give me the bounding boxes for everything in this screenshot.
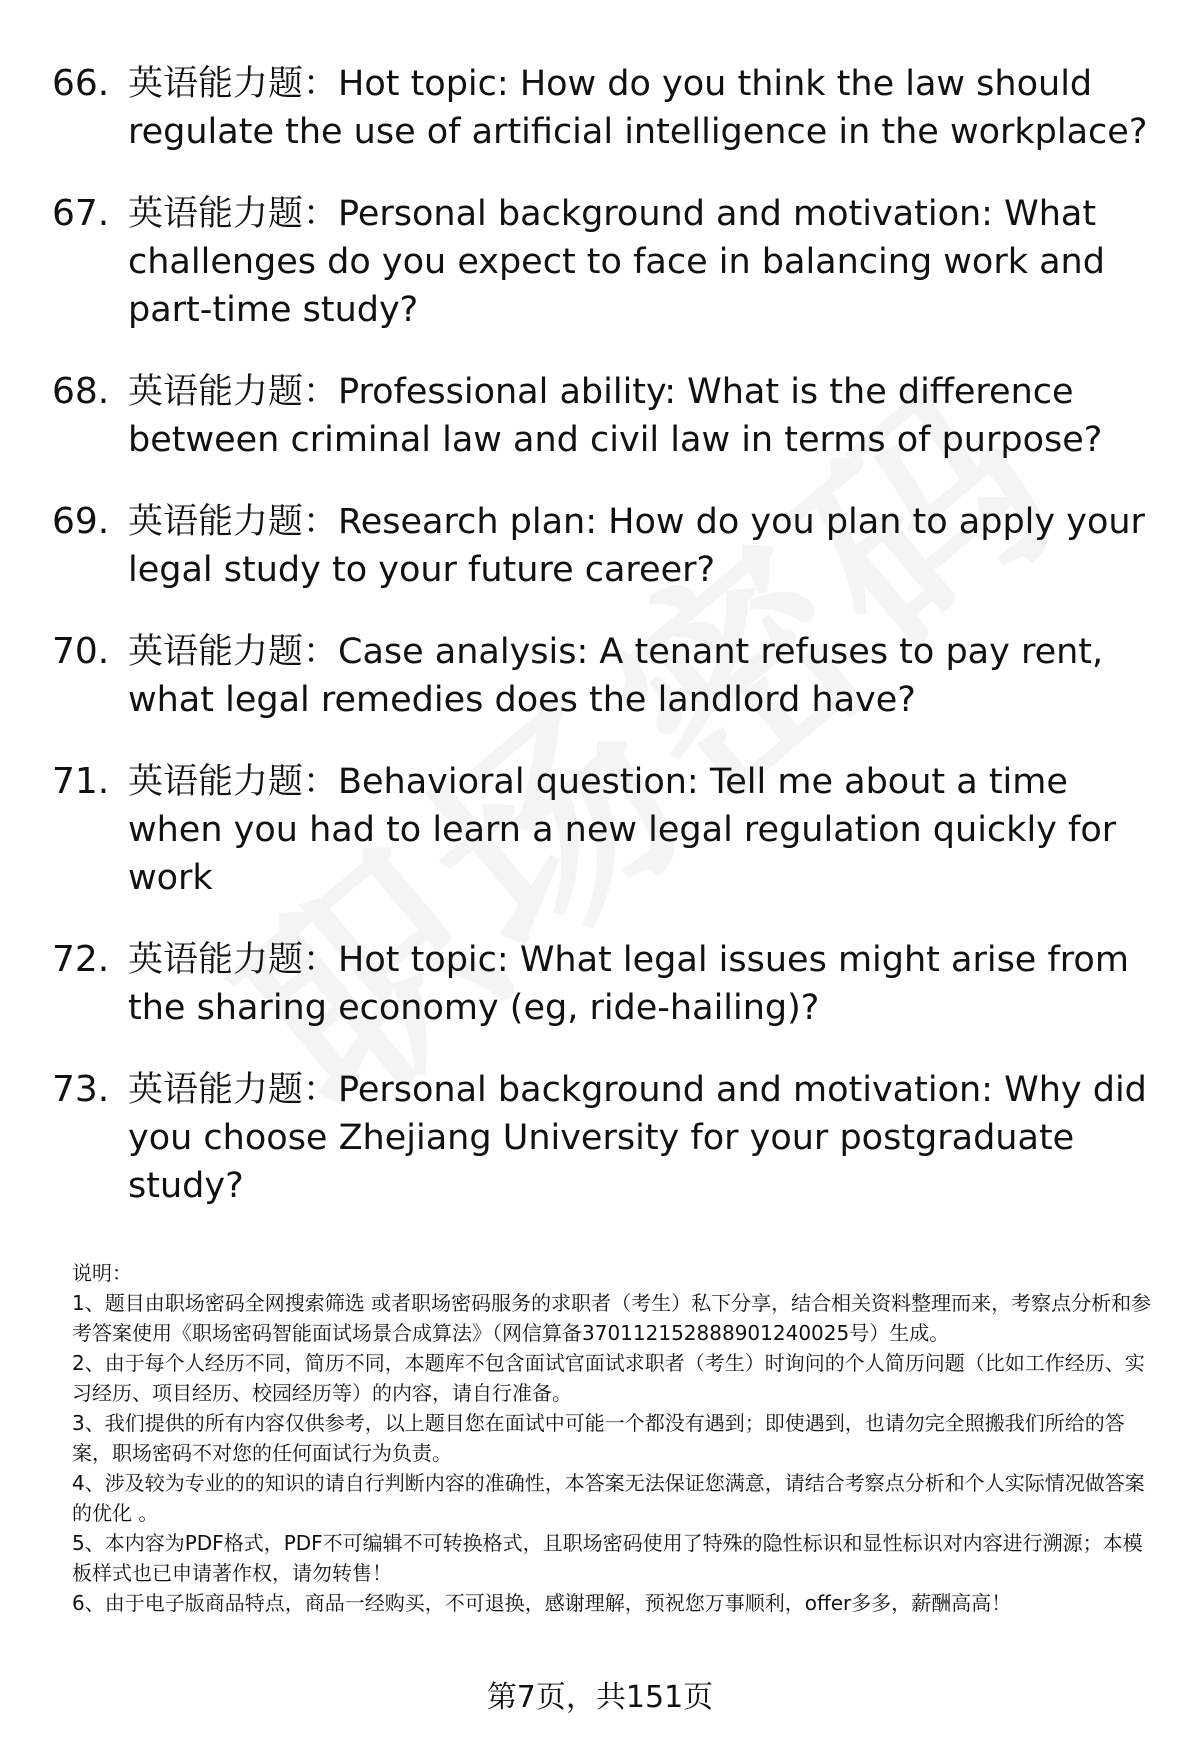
- question-text: 英语能力题：Personal background and motivation: What challenges do you expect to face in balancing work and part-time study?: [128, 194, 1105, 330]
- question-item: [52, 628, 1162, 724]
- question-item: [52, 60, 1162, 156]
- question-item: [52, 498, 1162, 594]
- question-number: 70.: [52, 631, 110, 672]
- question-number: 71.: [52, 761, 110, 802]
- question-list: [52, 60, 1162, 1244]
- question-text: 英语能力题：Case analysis: A tenant refuses to pay rent, what legal remedies does the landlord have?: [128, 632, 1104, 720]
- notes-title: 说明：: [72, 1261, 132, 1285]
- question-item: [52, 1066, 1162, 1210]
- question-text: 英语能力题：Research plan: How do you plan to apply your legal study to your future career?: [128, 502, 1145, 590]
- question-number: 67.: [52, 193, 110, 234]
- note-item: 3、我们提供的所有内容仅供参考，以上题目您在面试中可能一个都没有遇到；即使遇到，也请勿完全照搬我们所给的答案，职场密码不对您的任何面试行为负责。: [72, 1411, 1125, 1465]
- question-item: [52, 190, 1162, 334]
- question-text: 英语能力题：Hot topic: How do you think the law should regulate the use of artificial intelligence in the workplace?: [128, 64, 1148, 152]
- question-text: 英语能力题：Personal background and motivation: Why did you choose Zhejiang University for your postgraduate study?: [128, 1070, 1147, 1206]
- question-number: 69.: [52, 501, 110, 542]
- notes-section: [72, 1258, 1162, 1618]
- question-number: 68.: [52, 371, 110, 412]
- question-item: [52, 758, 1162, 902]
- question-number: 72.: [52, 939, 110, 980]
- question-text: 英语能力题：Hot topic: What legal issues might arise from the sharing economy (eg, ride-hailing)?: [128, 940, 1129, 1028]
- question-number: 73.: [52, 1069, 110, 1110]
- question-text: 英语能力题：Professional ability: What is the difference between criminal law and civil law in terms of purpose?: [128, 372, 1103, 460]
- page-number: 第7页，共151页: [486, 1680, 714, 1715]
- note-item: 2、由于每个人经历不同，简历不同，本题库不包含面试官面试求职者（考生）时询问的个人简历问题（比如工作经历、实习经历、项目经历、校园经历等）的内容，请自行准备。: [72, 1351, 1145, 1405]
- note-item: 5、本内容为PDF格式，PDF不可编辑不可转换格式，且职场密码使用了特殊的隐性标识和显性标识对内容进行溯源；本模板样式也已申请著作权，请勿转售！: [72, 1531, 1143, 1585]
- question-item: [52, 368, 1162, 464]
- question-text: 英语能力题：Behavioral question: Tell me about a time when you had to learn a new legal regulation quickly for work: [128, 762, 1117, 898]
- question-number: 66.: [52, 63, 110, 104]
- question-item: [52, 936, 1162, 1032]
- note-item: 4、涉及较为专业的的知识的请自行判断内容的准确性，本答案无法保证您满意，请结合考察点分析和个人实际情况做答案的优化 。: [72, 1471, 1145, 1525]
- note-item: 1、题目由职场密码全网搜索筛选 或者职场密码服务的求职者（考生）私下分享，结合相关资料整理而来，考察点分析和参考答案使用《职场密码智能面试场景合成算法》（网信算备370112152888901240025号）生成。: [72, 1291, 1152, 1345]
- note-item: 6、由于电子版商品特点，商品一经购买，不可退换，感谢理解，预祝您万事顺利，offer多多，薪酬高高！: [72, 1591, 1012, 1615]
